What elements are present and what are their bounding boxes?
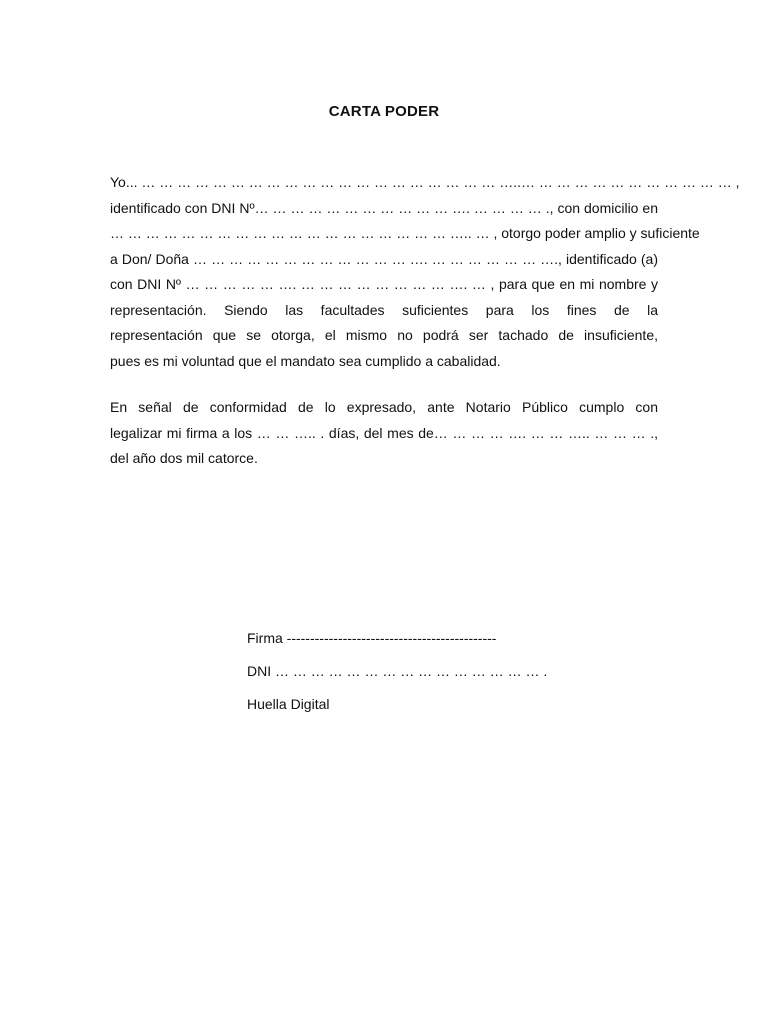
paragraph-line: En señal de conformidad de lo expresado, ante Notario Público cumplo con: [110, 399, 658, 415]
paragraph-line: representación. Siendo las facultades suficientes para los fines de la: [110, 301, 658, 318]
paragraph-line: identificado con DNI Nº… … … … … … … … … … … …. … … … … ., con domicilio en: [110, 199, 658, 216]
paragraph-conformity: [110, 395, 658, 472]
paragraph-line: del año dos mil catorce.: [110, 450, 258, 466]
signature-block: [247, 622, 547, 721]
paragraph-line: Yo... … … … … … … … … … … … … … … … … … … … … …..… … … … … … … … … … … … ,: [110, 174, 740, 190]
paragraph-line: representación que se otorga, el mismo no podrá ser tachado de insuficiente,: [110, 327, 658, 343]
signature-line: Firma ---------------------------------------------: [247, 630, 497, 646]
document-title: CARTA PODER: [328, 103, 440, 120]
paragraph-line: a Don/ Doña … … … … … … … … … … … … …. … … … … … … …., identificado (a): [110, 250, 658, 267]
paragraph-line: con DNI Nº … … … … … …. … … … … … … … … …. … , para que en mi nombre y: [110, 276, 658, 292]
paragraph-line: pues es mi voluntad que el mandato sea cumplido a cabalidad.: [110, 352, 501, 369]
paragraph-line: legalizar mi firma a los … … ….. . días, del mes de… … … … …. … … ….. … … … .,: [110, 424, 658, 441]
fingerprint-label: Huella Digital: [247, 696, 330, 712]
paragraph-line: … … … … … … … … … … … … … … … … … … … ….. … , otorgo poder amplio y suficiente: [110, 225, 700, 241]
dni-line: DNI … … … … … … … … … … … … … … … .: [247, 663, 548, 679]
paragraph-grant-of-power: [110, 170, 740, 374]
